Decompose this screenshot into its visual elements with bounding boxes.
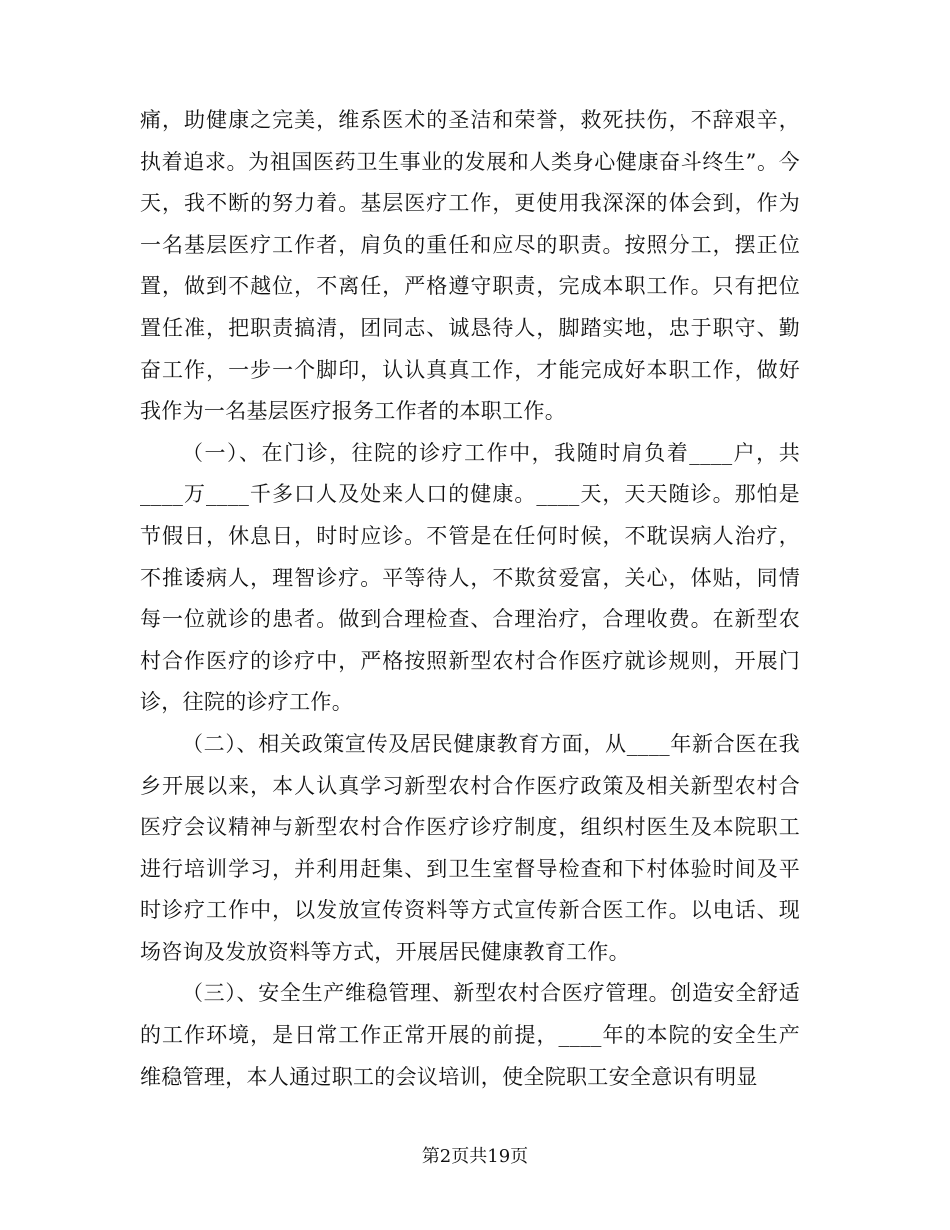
page-number-footer: 第2页共19页 [421,1146,529,1167]
paragraph-section-1: （一）、在门诊，往院的诊疗工作中，我随时肩负着____户，共____万____千多口人及处来人口的健康。____天，天天随诊。那怕是节假日，休息日，时时应诊。不管是在任何时候，不耽误病人治疗，不推诿病人，理智诊疗。平等待人，不欺贫爱富，关心，体贴，同情每一位就诊的患者。做到合理检查、合理治疗，合理收费。在新型农村合作医疗的诊疗中，严格按照新型农村合作医疗就诊规则，开展门诊，往院的诊疗工作。 [140,440,800,715]
paragraph-section-3: （三）、安全生产维稳管理、新型农村合医疗管理。创造安全舒适的工作环境，是日常工作正常开展的前提，____年的本院的安全生产维稳管理，本人通过职工的会议培训，使全院职工安全意识有明显 [140,981,800,1089]
paragraph-continuation: 痛，助健康之完美，维系医术的圣洁和荣誉，救死扶伤，不辞艰辛，执着追求。为祖国医药卫生事业的发展和人类身心健康奋斗终生”。今天，我不断的努力着。基层医疗工作，更使用我深深的体会到，作为一名基层医疗工作者，肩负的重任和应尽的职责。按照分工，摆正位置，做到不越位，不离任，严格遵守职责，完成本职工作。只有把位置任准，把职责搞清，团同志、诚恳待人，脚踏实地，忠于职守、勤奋工作，一步一个脚印，认认真真工作，才能完成好本职工作，做好我作为一名基层医疗报务工作者的本职工作。 [140,108,800,424]
body-text [140,100,800,1098]
paragraph-section-2: （二）、相关政策宣传及居民健康教育方面，从____年新合医在我乡开展以来，本人认真学习新型农村合作医疗政策及相关新型农村合医疗会议精神与新型农村合作医疗诊疗制度，组织村医生及本院职工进行培训学习，并利用赶集、到卫生室督导检查和下村体验时间及平时诊疗工作中，以发放宣传资料等方式宣传新合医工作。以电话、现场咨询及发放资料等方式，开展居民健康教育工作。 [140,731,800,964]
